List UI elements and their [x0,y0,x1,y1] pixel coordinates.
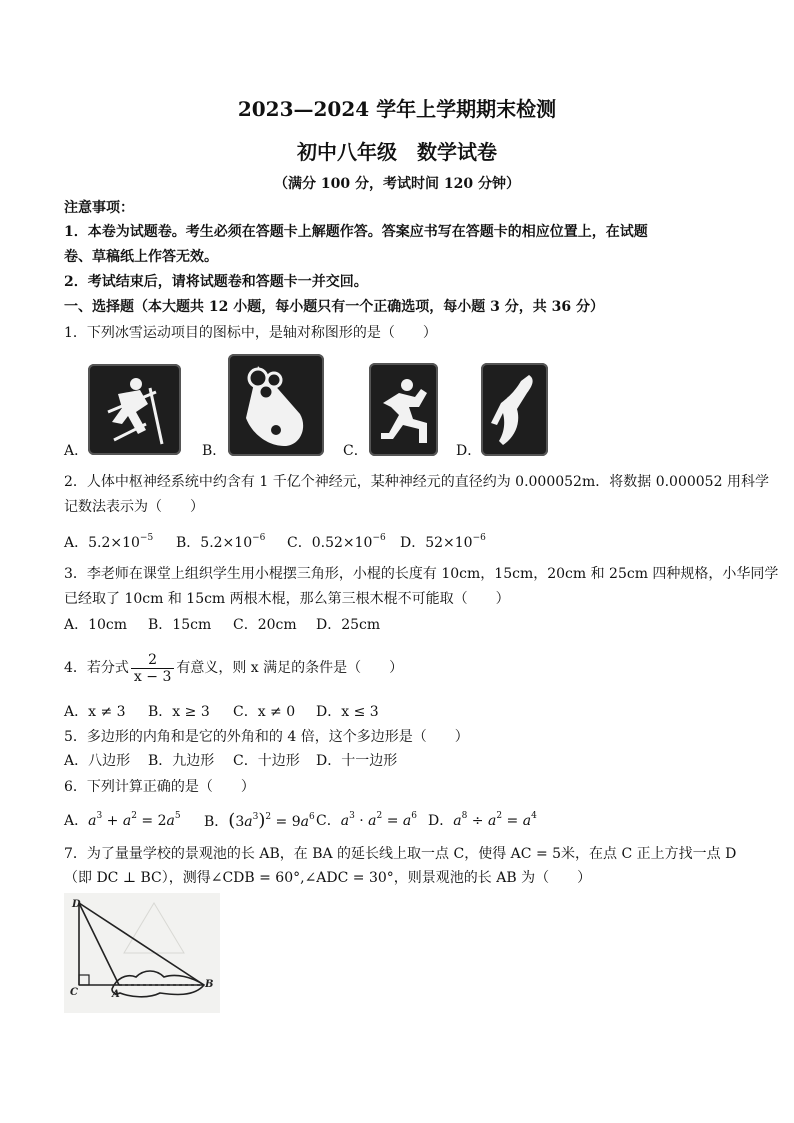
q6-option-a: A．$a^3 + a^2 = 2a^5$ [64,811,181,829]
q5-option-b: B．九边形 [148,753,215,769]
q2-option-a: A．$5.2\times 10^{-5}$ [64,533,154,551]
q6-option-c: C．$a^3 \cdot a^2 = a^6$ [316,811,417,829]
q2-option-d: D．$52\times 10^{-6}$ [400,533,486,551]
q5-option-a: A．八边形 [64,753,131,769]
q7-stem-line-1: 7．为了量量学校的景观池的长 AB，在 BA 的延长线上取一点 C，使得 AC = 5米，在点 C 正上方找一点 D [64,846,737,862]
q4-fraction: $\frac{2}{x - 3}$ [131,652,174,685]
q3-option-b: B．15cm [148,617,212,633]
q1-option-b-label: B． [202,443,227,459]
q1-stem: 1．下列冰雪运动项目的图标中，是轴对称图形的是（ ） [64,325,437,341]
q2-stem-line-1: 2．人体中枢神经系统中约含有 1 千亿个神经元，某种神经元的直径约为 0.000052m．将数据 0.000052 用科学 [64,474,769,490]
point-a-label: A [112,989,120,1000]
q3-stem-line-2: 已经取了 10cm 和 15cm 两根木棍，那么第三根木棍不可能取（ ） [64,591,510,607]
q2-stem-line-2: 记数法表示为（ ） [64,499,204,515]
q5-option-c: C．十边形 [233,753,300,769]
note-2: 2．考试结束后，请将试题卷和答题卡一并交回。 [64,274,368,290]
q3-option-d: D．25cm [316,617,381,633]
q4-stem: 4．若分式 $\frac{2}{x - 3}$ 有意义，则 x 满足的条件是（ ） [64,651,404,685]
speed-skating-icon [369,363,438,456]
note-1-line-2: 卷、草稿纸上作答无效。 [64,249,218,265]
exam-subtitle: 初中八年级 数学试卷 [297,140,497,164]
q1-option-d-label: D． [456,443,482,459]
q1-option-a-label: A． [64,443,89,459]
q4-option-b: B．x ≥ 3 [148,704,210,720]
q5-option-d: D．十一边形 [316,753,398,769]
q4-option-c: C．x ≠ 0 [233,704,296,720]
q6-option-b: B．$(3a^3)^2 = 9a^6$ [204,810,315,831]
exam-title: 2023—2024 学年上学期期末检测 [237,97,557,121]
note-1-line-1: 1．本卷为试题卷。考生必须在答题卡上解题作答。答案应书写在答题卡的相应位置上，在试题 [64,224,648,240]
q5-stem: 5．多边形的内角和是它的外角和的 4 倍，这个多边形是（ ） [64,729,469,745]
q7-figure [64,893,220,1013]
q2-option-c: C．$0.52\times 10^{-6}$ [287,533,386,551]
point-b-label: B [205,979,214,990]
section-1-heading: 一、选择题（本大题共 12 小题，每小题只有一个正确选项，每小题 3 分，共 36 分） [64,299,604,315]
curling-icon [228,354,324,456]
q4-option-a: A．x ≠ 3 [64,704,126,720]
notes-heading: 注意事项： [64,200,134,216]
skiing-icon [88,364,181,455]
figure-skating-icon [481,363,548,456]
q6-option-d: D．$a^8 \div a^2 = a^4$ [428,811,537,829]
point-d-label: D [72,899,81,910]
q7-stem-line-2: （即 DC ⊥ BC），测得∠CDB = 60°,∠ADC = 30°，则景观池的长 AB 为（ ） [64,870,592,886]
q2-option-b: B．$5.2\times 10^{-6}$ [176,533,266,551]
q3-option-c: C．20cm [233,617,297,633]
q3-option-a: A．10cm [64,617,128,633]
q6-stem: 6．下列计算正确的是（ ） [64,779,255,795]
exam-info: （满分 100 分，考试时间 120 分钟） [274,176,520,192]
q4-option-d: D．x ≤ 3 [316,704,379,720]
point-c-label: C [70,987,78,998]
q3-stem-line-1: 3．李老师在课堂上组织学生用小棍摆三角形，小棍的长度有 10cm，15cm，20cm 和 25cm 四种规格，小华同学 [64,566,779,582]
q1-option-c-label: C． [343,443,368,459]
